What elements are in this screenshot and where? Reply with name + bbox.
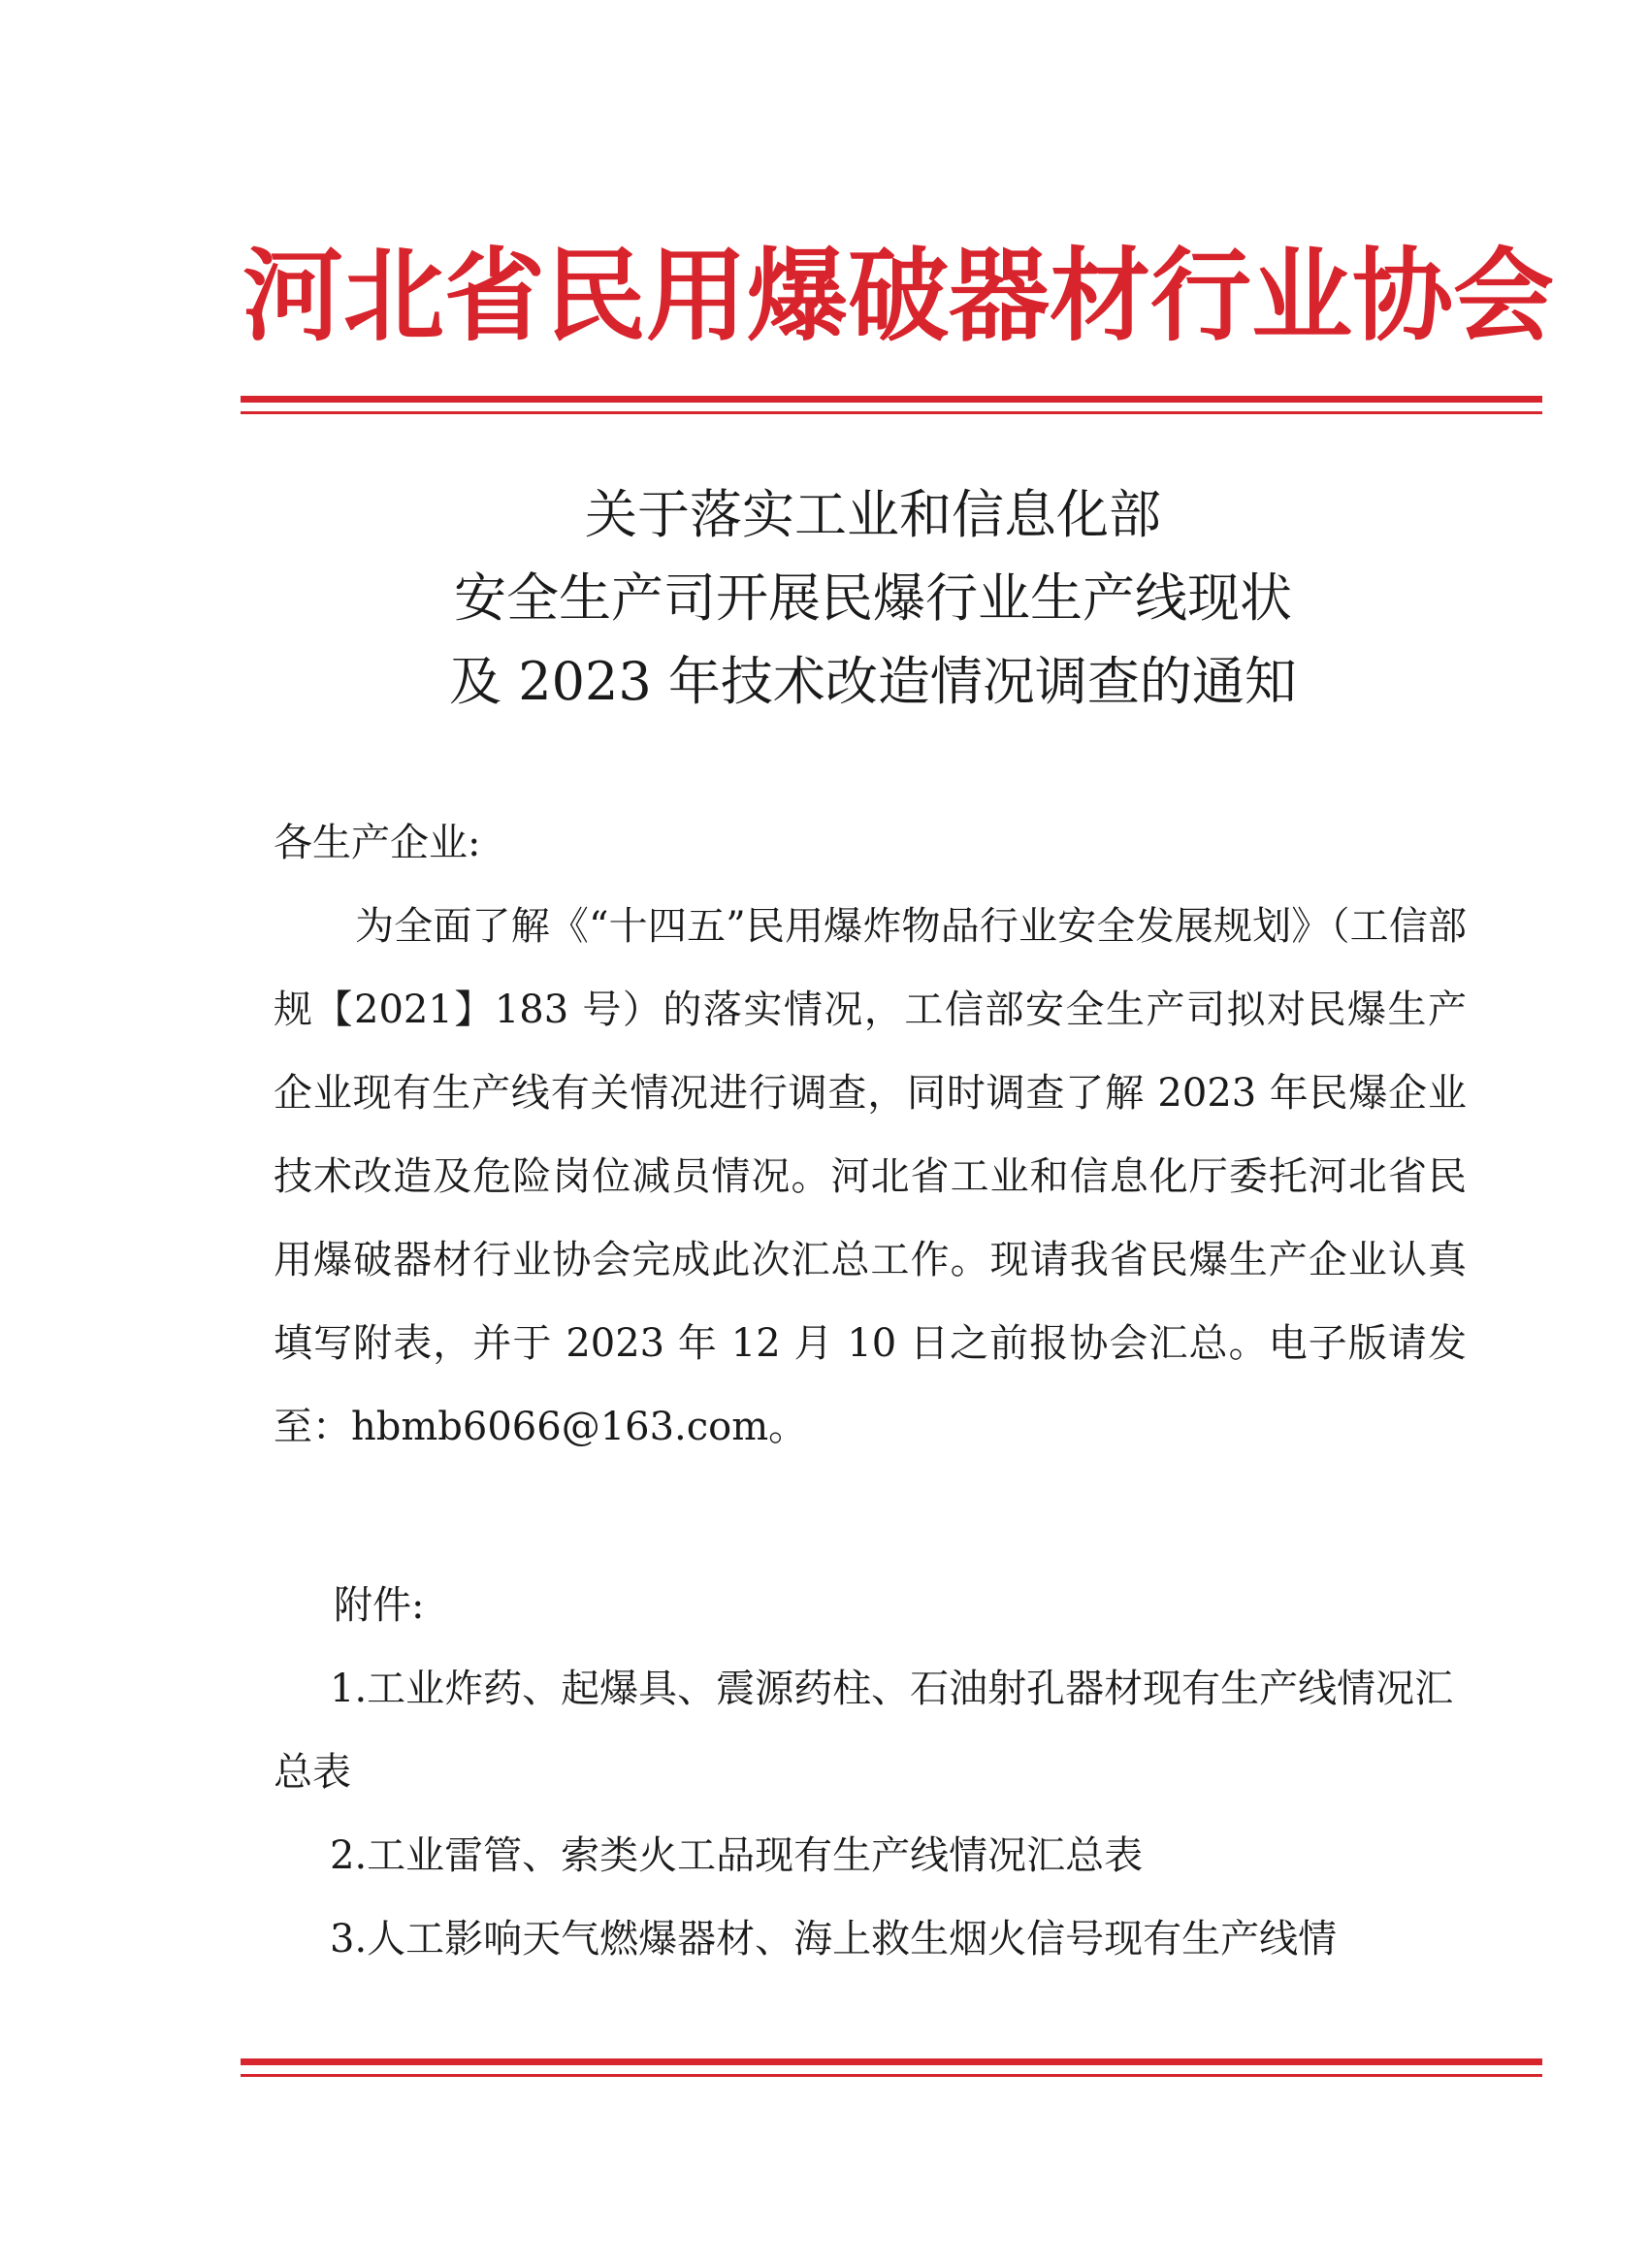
attachment-item: 1.工业炸药、起爆具、震源药柱、石油射孔器材现有生产线情况汇总表	[274, 1667, 1454, 1795]
letterhead-organization-name: 河北省民用爆破器材行业协会	[242, 237, 1555, 355]
salutation: 各生产企业:	[274, 821, 481, 865]
attachments-heading: 附件:	[334, 1583, 425, 1628]
notice-title-line: 及 2023 年技术改造情况调查的通知	[449, 651, 1297, 712]
attachment-item: 2.工业雷管、索类火工品现有生产线情况汇总表	[330, 1833, 1144, 1878]
attachments-list	[274, 1647, 1467, 1981]
letterhead-rule-thin	[241, 411, 1542, 414]
footer-rule-thick	[241, 2058, 1542, 2065]
notice-title	[291, 473, 1455, 724]
notice-title-line: 安全生产司开展民爆行业生产线现状	[454, 567, 1292, 629]
notice-title-line: 关于落实工业和信息化部	[585, 484, 1161, 545]
footer-rule-thin	[241, 2074, 1542, 2077]
notice-body-paragraph: 为全面了解《“十四五”民用爆炸物品行业安全发展规划》（工信部规【2021】183 号）的落实情况，工信部安全生产司拟对民爆生产企业现有生产线有关情况进行调查，同时调查了解 2023 年民爆企业技术改造及危险岗位减员情况。河北省工业和信息化厅委托河北省民用爆破器材行业协会完成此次汇总工作。现请我省民爆生产企业认真填写附表，并于 2023 年 12 月 10 日之前报协会汇总。电子版请发至：hbmb6066@163.com。	[274, 904, 1467, 1449]
attachment-item: 3.人工影响天气燃爆器材、海上救生烟火信号现有生产线情	[330, 1917, 1338, 1961]
letterhead-rule-thick	[241, 396, 1542, 403]
